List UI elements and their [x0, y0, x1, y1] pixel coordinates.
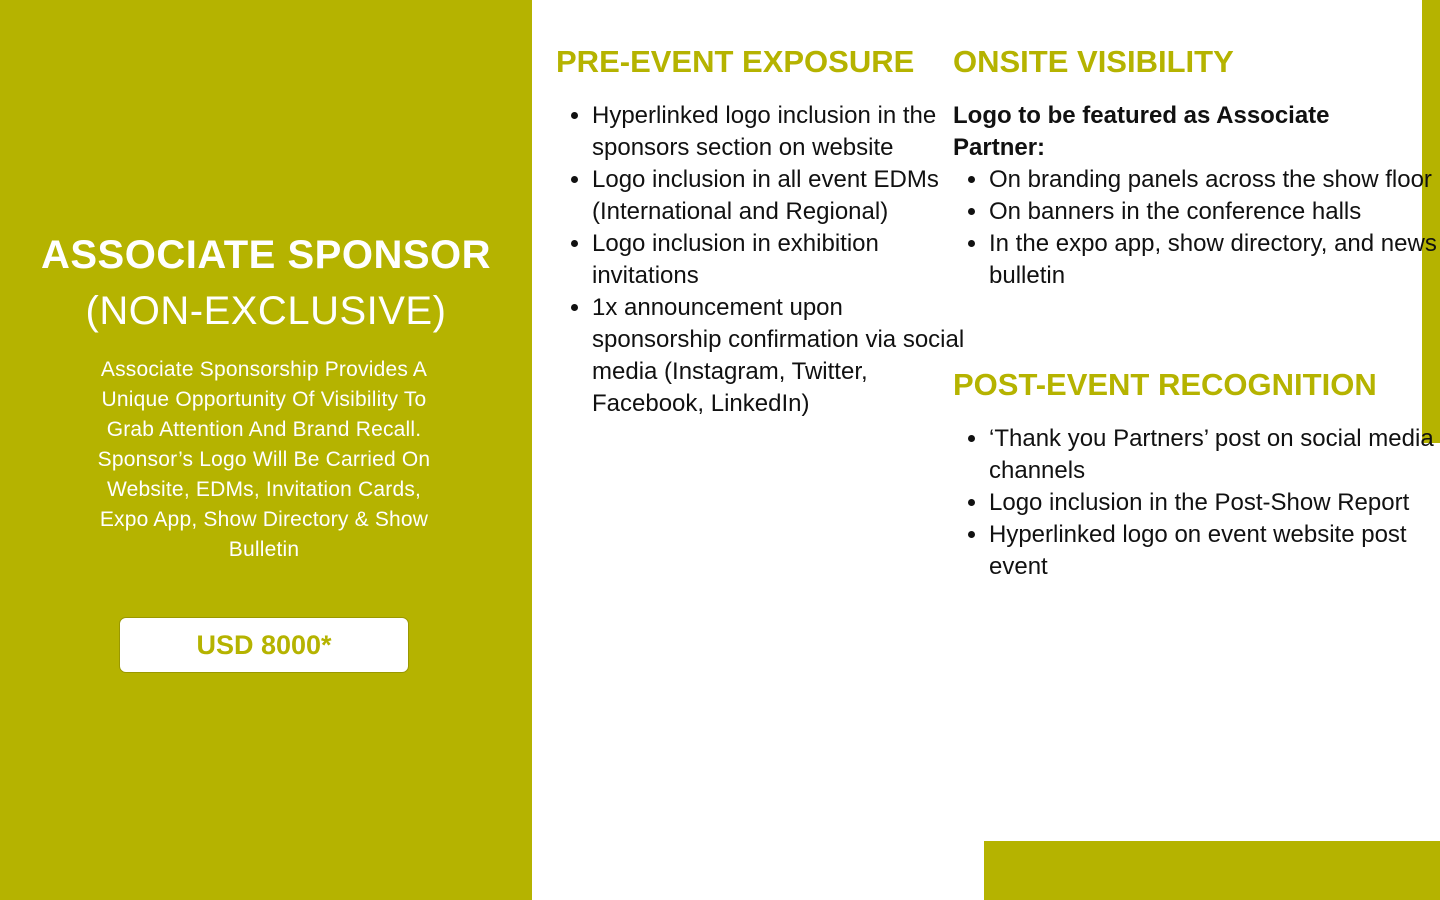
post-event-heading: POST-EVENT RECOGNITION	[953, 367, 1377, 402]
post-event-list	[953, 423, 1439, 583]
list-item: • On banners in the conference halls	[989, 196, 1439, 228]
list-item: • ‘Thank you Partners’ post on social media channels	[989, 423, 1439, 487]
onsite-list	[953, 164, 1439, 292]
sponsor-subtitle: (NON-EXCLUSIVE)	[85, 289, 447, 333]
list-item: • On branding panels across the show floor	[989, 164, 1439, 196]
list-item: • Hyperlinked logo on event website post event	[989, 519, 1439, 583]
list-item: • In the expo app, show directory, and news bulletin	[989, 228, 1439, 292]
list-item: • Logo inclusion in all event EDMs (International and Regional)	[592, 164, 972, 228]
onsite-intro: Logo to be featured as Associate Partner:	[953, 102, 1330, 161]
pre-event-list	[556, 100, 972, 420]
list-item: • Logo inclusion in exhibition invitations	[592, 228, 972, 292]
list-item: • Hyperlinked logo inclusion in the sponsors section on website	[592, 100, 972, 164]
onsite-heading: ONSITE VISIBILITY	[953, 44, 1234, 79]
sponsor-title: ASSOCIATE SPONSOR	[40, 233, 492, 277]
pre-event-heading: PRE-EVENT EXPOSURE	[556, 44, 915, 79]
list-item: • 1x announcement upon sponsorship confirmation via social media (Instagram, Twitter, Facebook, LinkedIn)	[592, 292, 972, 420]
accent-bar-bottom	[984, 841, 1440, 900]
list-item: • Logo inclusion in the Post-Show Report	[989, 487, 1439, 519]
price-button[interactable]: USD 8000*	[119, 617, 409, 673]
sponsor-description: Associate Sponsorship Provides A Unique Opportunity Of Visibility To Grab Attention And Brand Recall. Sponsor’s Logo Will Be Carried On Website, EDMs, Invitation Cards, Expo App, Show Directory & Show Bulletin	[97, 358, 431, 561]
sponsor-panel	[0, 0, 532, 900]
